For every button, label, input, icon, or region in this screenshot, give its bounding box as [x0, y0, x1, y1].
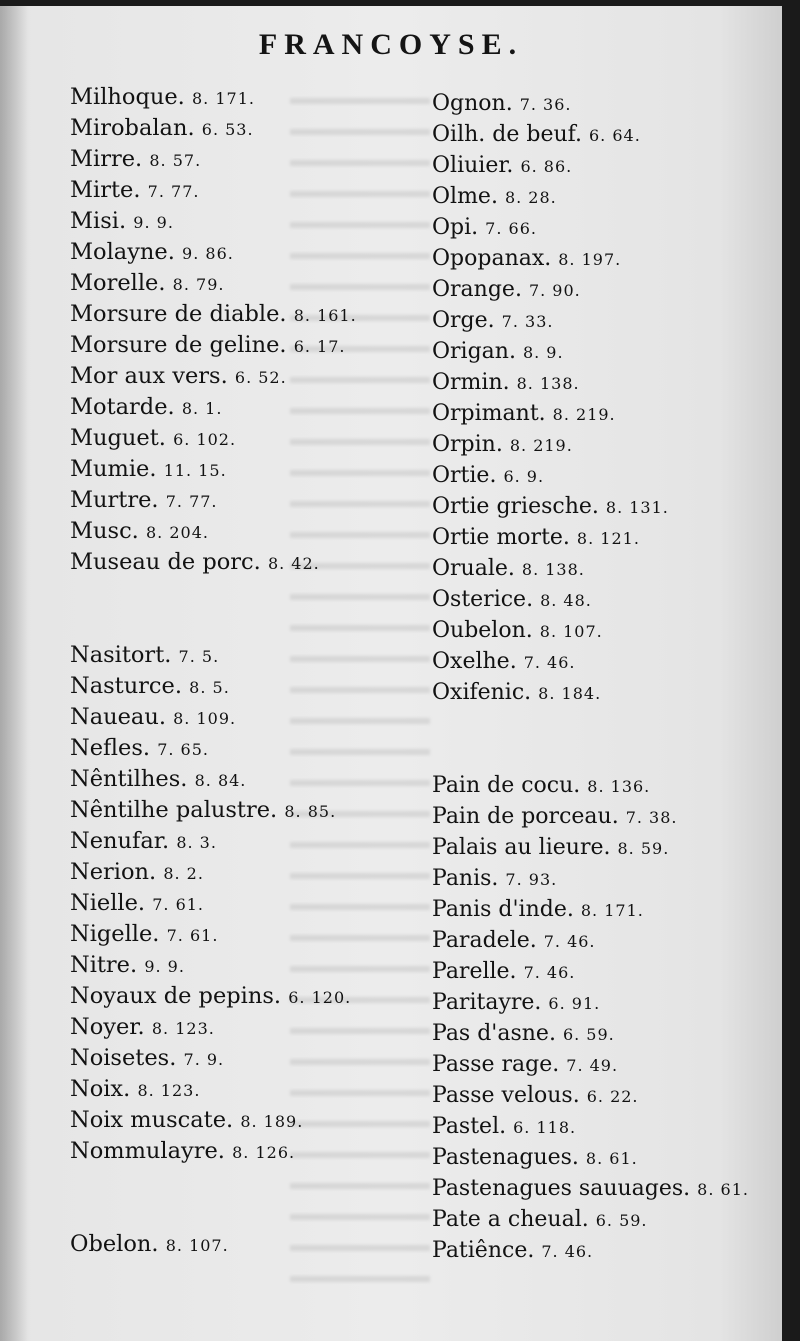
entry-reference: 7. 49.	[566, 1056, 619, 1075]
index-column-left	[70, 82, 357, 1260]
entry-term: Nommulayre.	[70, 1138, 225, 1164]
entry-reference: 8. 171.	[580, 901, 644, 920]
entry-term: Nenufar.	[70, 828, 170, 854]
entry-term: Pastenagues.	[432, 1145, 579, 1170]
entry-term: Mumie.	[70, 456, 157, 482]
index-entry	[432, 88, 749, 119]
index-entry	[70, 1074, 357, 1105]
index-entry	[70, 206, 357, 237]
entry-reference: 7. 61.	[166, 926, 219, 945]
entry-reference: 8. 138.	[521, 560, 585, 579]
entry-term: Mor aux vers.	[70, 363, 228, 389]
entry-term: Passe velous.	[432, 1083, 580, 1108]
index-entry	[70, 361, 357, 392]
index-entry	[432, 243, 749, 274]
entry-reference: 8. 197.	[558, 250, 622, 269]
entry-reference: 8. 121.	[576, 529, 640, 548]
entry-reference: 9. 9.	[133, 213, 174, 232]
entry-reference: 7. 77.	[165, 492, 218, 511]
index-entry	[432, 522, 749, 553]
index-entry	[432, 367, 749, 398]
entry-term: Pain de cocu.	[432, 773, 581, 798]
entry-term: Origan.	[432, 339, 516, 364]
entry-reference: 9. 9.	[144, 957, 185, 976]
index-entry	[432, 491, 749, 522]
entry-term: Noix muscate.	[70, 1107, 234, 1133]
entry-reference: 8. 219.	[552, 405, 616, 424]
entry-term: Naueau.	[70, 704, 166, 730]
index-entry	[70, 1105, 357, 1136]
entry-reference: 6. 86.	[520, 157, 573, 176]
entry-reference: 8. 161.	[293, 306, 357, 325]
section-gap	[70, 1198, 357, 1229]
entry-reference: 8. 189.	[240, 1112, 304, 1131]
entry-term: Palais au lieure.	[432, 835, 611, 860]
entry-term: Orange.	[432, 277, 522, 302]
entry-term: Orpin.	[432, 432, 503, 457]
index-entry	[432, 1049, 749, 1080]
entry-reference: 6. 59.	[595, 1211, 648, 1230]
entry-term: Murtre.	[70, 487, 159, 513]
entry-term: Passe rage.	[432, 1052, 560, 1077]
index-entry	[432, 801, 749, 832]
entry-term: Oliuier.	[432, 153, 514, 178]
index-entry	[432, 181, 749, 212]
entry-reference: 8. 79.	[172, 275, 225, 294]
index-entry	[70, 733, 357, 764]
index-entry	[70, 764, 357, 795]
entry-reference: 6. 17.	[293, 337, 346, 356]
entry-reference: 8. 61.	[697, 1180, 749, 1199]
entry-term: Oilh. de beuf.	[432, 122, 582, 147]
index-entry	[432, 274, 749, 305]
entry-term: Mirobalan.	[70, 115, 195, 141]
entry-reference: 7. 46.	[523, 963, 576, 982]
index-entry	[70, 454, 357, 485]
index-entry	[432, 1111, 749, 1142]
index-entry	[432, 212, 749, 243]
index-entry	[432, 832, 749, 863]
index-entry	[432, 987, 749, 1018]
entry-reference: 6. 120.	[288, 988, 352, 1007]
section-gap	[70, 578, 357, 609]
entry-reference: 7. 65.	[157, 740, 209, 759]
index-entry	[432, 770, 749, 801]
entry-reference: 7. 5.	[178, 647, 220, 666]
entry-reference: 8. 123.	[151, 1019, 215, 1038]
entry-reference: 7. 93.	[505, 870, 558, 889]
entry-reference: 8. 84.	[194, 771, 247, 790]
entry-reference: 8. 131.	[605, 498, 669, 517]
entry-reference: 7. 36.	[519, 95, 572, 114]
entry-reference: 6. 53.	[201, 120, 254, 139]
entry-term: Museau de porc.	[70, 549, 261, 575]
entry-reference: 8. 28.	[504, 188, 557, 207]
entry-term: Oxifenic.	[432, 680, 532, 705]
entry-reference: 11. 15.	[163, 461, 227, 480]
index-entry	[70, 485, 357, 516]
entry-reference: 8. 171.	[192, 89, 255, 108]
book-page	[0, 6, 782, 1341]
index-entry	[70, 888, 357, 919]
index-entry	[70, 795, 357, 826]
entry-term: Nitre.	[70, 952, 138, 978]
index-entry	[70, 392, 357, 423]
entry-reference: 7. 33.	[501, 312, 554, 331]
entry-reference: 8. 59.	[617, 839, 670, 858]
index-entry	[432, 398, 749, 429]
entry-reference: 8. 57.	[149, 151, 202, 170]
entry-reference: 8. 2.	[163, 864, 204, 883]
entry-reference: 7. 46.	[543, 932, 596, 951]
entry-reference: 6. 64.	[588, 126, 641, 145]
entry-reference: 8. 5.	[189, 678, 230, 697]
index-entry	[432, 925, 749, 956]
entry-reference: 8. 48.	[540, 591, 592, 610]
entry-term: Olme.	[432, 184, 498, 209]
index-entry	[70, 826, 357, 857]
index-entry	[70, 113, 357, 144]
index-entry	[70, 857, 357, 888]
index-entry	[70, 175, 357, 206]
entry-term: Motarde.	[70, 394, 175, 420]
entry-term: Pain de porceau.	[432, 804, 619, 829]
entry-reference: 7. 77.	[147, 182, 200, 201]
index-entry	[70, 268, 357, 299]
index-entry	[432, 1173, 749, 1204]
entry-term: Opi.	[432, 215, 479, 240]
index-entry	[432, 1235, 749, 1266]
index-entry	[432, 150, 749, 181]
index-entry	[70, 1043, 357, 1074]
entry-term: Mirre.	[70, 146, 143, 172]
index-entry	[70, 640, 357, 671]
entry-term: Ortie morte.	[432, 525, 570, 550]
entry-reference: 7. 9.	[183, 1050, 225, 1069]
index-entry	[70, 702, 357, 733]
entry-reference: 8. 61.	[585, 1149, 638, 1168]
entry-term: Parelle.	[432, 959, 517, 984]
entry-term: Pastenagues sauuages.	[432, 1176, 691, 1201]
entry-term: Ormin.	[432, 370, 510, 395]
index-entry	[432, 460, 749, 491]
entry-term: Paritayre.	[432, 990, 542, 1015]
entry-term: Nerion.	[70, 859, 157, 885]
index-column-right	[432, 88, 749, 1266]
entry-reference: 8. 42.	[267, 554, 320, 573]
entry-term: Noisetes.	[70, 1045, 177, 1071]
entry-term: Noix.	[70, 1076, 131, 1102]
entry-reference: 8. 138.	[516, 374, 580, 393]
index-entry	[432, 956, 749, 987]
entry-reference: 7. 61.	[152, 895, 205, 914]
entry-term: Milhoque.	[70, 84, 185, 110]
section-gap	[70, 1167, 357, 1198]
entry-term: Orpimant.	[432, 401, 546, 426]
index-entry	[432, 584, 749, 615]
entry-reference: 8. 123.	[137, 1081, 201, 1100]
page-header: FRANCOYSE.	[258, 28, 524, 61]
entry-reference: 6. 118.	[513, 1118, 577, 1137]
entry-reference: 8. 219.	[509, 436, 573, 455]
entry-term: Nêntilhe palustre.	[70, 797, 278, 823]
index-entry	[70, 919, 357, 950]
entry-term: Obelon.	[70, 1231, 159, 1257]
section-gap	[432, 739, 749, 770]
index-entry	[70, 1136, 357, 1167]
index-entry	[432, 1204, 749, 1235]
index-entry	[70, 950, 357, 981]
entry-term: Nigelle.	[70, 921, 160, 947]
index-entry	[70, 82, 357, 113]
entry-term: Nêntilhes.	[70, 766, 188, 792]
entry-reference: 7. 66.	[485, 219, 537, 238]
entry-reference: 6. 59.	[562, 1025, 615, 1044]
index-entry	[432, 305, 749, 336]
index-entry	[70, 547, 357, 578]
index-entry	[432, 894, 749, 925]
entry-term: Noyer.	[70, 1014, 145, 1040]
entry-term: Molayne.	[70, 239, 175, 265]
entry-term: Pate a cheual.	[432, 1207, 589, 1232]
entry-reference: 8. 107.	[539, 622, 603, 641]
entry-term: Panis.	[432, 866, 499, 891]
index-entry	[432, 863, 749, 894]
index-entry	[70, 144, 357, 175]
section-gap	[70, 609, 357, 640]
entry-reference: 6. 9.	[503, 467, 545, 486]
entry-reference: 8. 9.	[522, 343, 564, 362]
index-entry	[70, 1012, 357, 1043]
entry-term: Ognon.	[432, 91, 513, 116]
entry-term: Orge.	[432, 308, 495, 333]
entry-reference: 8. 3.	[176, 833, 217, 852]
entry-term: Paradele.	[432, 928, 537, 953]
entry-reference: 6. 22.	[586, 1087, 639, 1106]
entry-term: Noyaux de pepins.	[70, 983, 282, 1009]
entry-reference: 7. 90.	[528, 281, 581, 300]
entry-reference: 7. 46.	[523, 653, 576, 672]
entry-term: Morelle.	[70, 270, 166, 296]
entry-reference: 9. 86.	[182, 244, 234, 263]
entry-term: Nefles.	[70, 735, 151, 761]
index-entry	[432, 615, 749, 646]
entry-reference: 8. 1.	[181, 399, 223, 418]
index-entry	[432, 646, 749, 677]
entry-term: Opopanax.	[432, 246, 552, 271]
entry-term: Ortie.	[432, 463, 497, 488]
entry-reference: 6. 102.	[173, 430, 237, 449]
index-entry	[432, 1018, 749, 1049]
entry-term: Osterice.	[432, 587, 534, 612]
entry-term: Musc.	[70, 518, 139, 544]
index-entry	[70, 981, 357, 1012]
entry-term: Oubelon.	[432, 618, 533, 643]
entry-reference: 7. 38.	[625, 808, 678, 827]
entry-term: Nasturce.	[70, 673, 183, 699]
entry-term: Patiênce.	[432, 1238, 535, 1263]
entry-term: Misi.	[70, 208, 127, 234]
entry-reference: 8. 184.	[538, 684, 602, 703]
entry-reference: 8. 204.	[146, 523, 209, 542]
index-entry	[432, 1080, 749, 1111]
entry-term: Ortie griesche.	[432, 494, 599, 519]
entry-reference: 6. 91.	[548, 994, 601, 1013]
entry-term: Nielle.	[70, 890, 146, 916]
entry-term: Oruale.	[432, 556, 515, 581]
section-gap	[432, 708, 749, 739]
entry-reference: 7. 46.	[541, 1242, 594, 1261]
index-entry	[432, 677, 749, 708]
index-entry	[70, 330, 357, 361]
index-entry	[432, 1142, 749, 1173]
entry-term: Panis d'inde.	[432, 897, 574, 922]
entry-term: Nasitort.	[70, 642, 172, 668]
index-entry	[70, 423, 357, 454]
index-entry	[432, 429, 749, 460]
index-entry	[70, 1229, 357, 1260]
entry-reference: 8. 126.	[232, 1143, 296, 1162]
index-entry	[70, 516, 357, 547]
index-entry	[70, 237, 357, 268]
entry-term: Mirte.	[70, 177, 141, 203]
entry-reference: 8. 85.	[284, 802, 337, 821]
entry-term: Morsure de geline.	[70, 332, 287, 358]
entry-reference: 6. 52.	[234, 368, 287, 387]
entry-reference: 8. 136.	[587, 777, 651, 796]
entry-reference: 8. 109.	[173, 709, 237, 728]
index-entry	[432, 119, 749, 150]
index-entry	[70, 299, 357, 330]
entry-term: Oxelhe.	[432, 649, 517, 674]
entry-term: Morsure de diable.	[70, 301, 287, 327]
entry-reference: 8. 107.	[165, 1236, 229, 1255]
entry-term: Muguet.	[70, 425, 166, 451]
index-entry	[432, 336, 749, 367]
entry-term: Pastel.	[432, 1114, 507, 1139]
index-entry	[432, 553, 749, 584]
entry-term: Pas d'asne.	[432, 1021, 556, 1046]
index-entry	[70, 671, 357, 702]
